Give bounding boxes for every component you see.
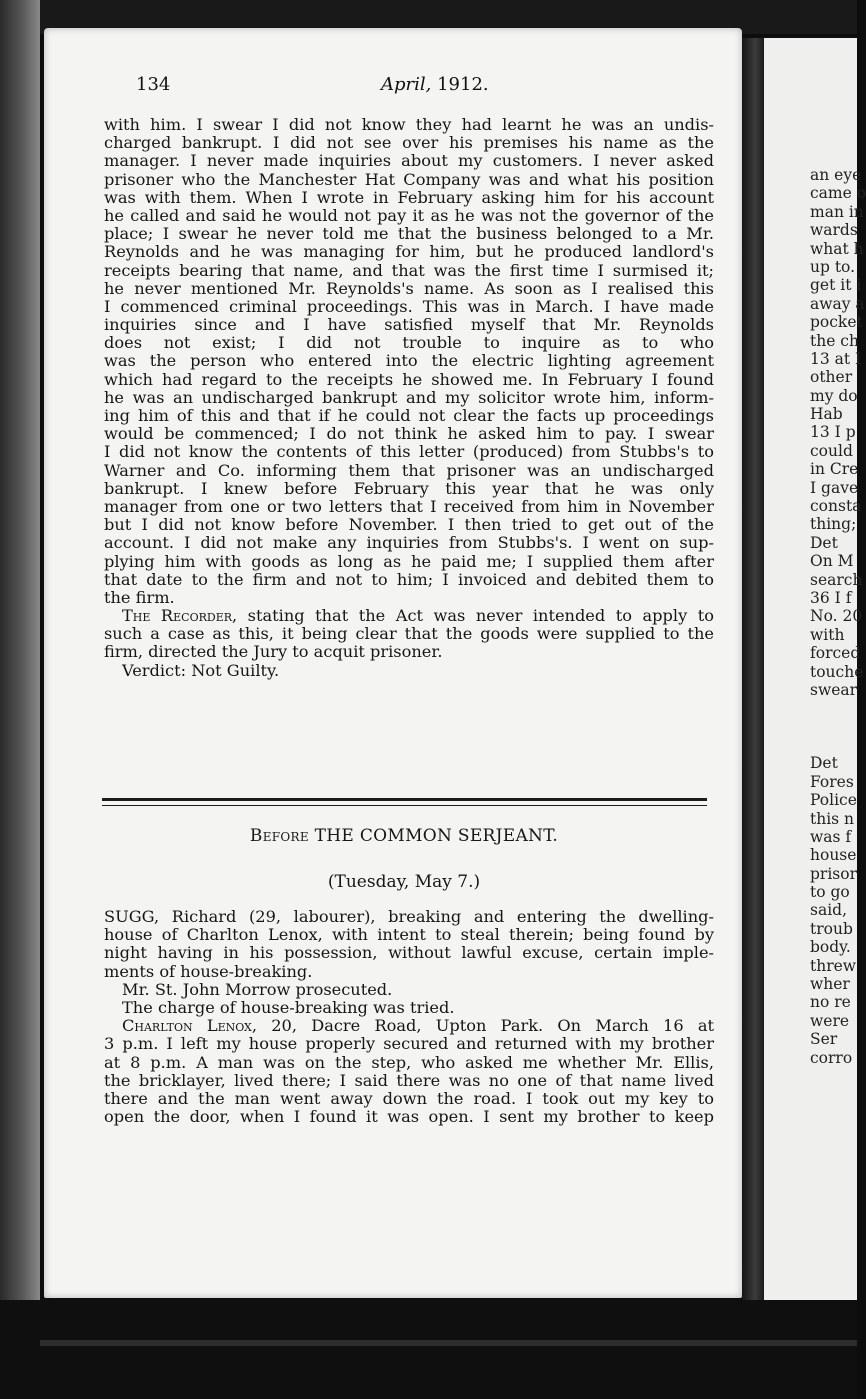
facing-text-fragment: Det [810,533,838,552]
recorder-name: The Recorder [122,606,233,626]
facing-text-fragment: away a [810,294,865,313]
facing-text-fragment: Police [810,791,857,810]
testimony-line: that date to the firm and not to him; I invoiced and debited them to [104,569,714,589]
testimony-lines [104,116,714,607]
prosecuted-line: Mr. St. John Morrow prosecuted. [122,979,393,999]
running-head-year: 1912. [437,74,489,95]
witness-line: 3 p.m. I left my house properly secured and returned with my brother [104,1034,714,1054]
running-head-month: April, [381,74,432,95]
recorder-line-1 [104,607,714,625]
facing-text-fragment: no re [810,993,851,1012]
facing-text-fragment: search [810,570,863,589]
testimony-line: I commenced criminal proceedings. This was in March. I have made [104,296,714,316]
witness-text-1: , 20, Dacre Road, Upton Park. On March 16 at [251,1016,714,1036]
session-date: (Tuesday, May 7.) [327,872,481,892]
facing-text-fragment: in Cre [810,460,859,479]
facing-text-fragment: thing; [810,515,857,534]
testimony-line: I did not know the contents of this letter (produced) from Stubbs's to [104,442,714,462]
facing-text-fragment: was f [810,827,852,846]
testimony-line: place; I swear he never told me that the business belonged to a Mr. [104,224,714,244]
testimony-line: was with them. When I wrote in February asking him for his account [104,187,714,207]
testimony-line: manager from one or two letters that I received from him in November [104,496,714,516]
section-divider [102,798,707,806]
facing-text-fragment: threw [810,956,857,975]
testimony-line: bankrupt. I knew before February this year that he was only [104,478,714,498]
facing-text-fragment: pocket [810,313,863,332]
witness-name: Charlton Lenox [122,1016,252,1036]
facing-text-fragment: an eye [810,166,862,184]
case-line: SUGG, Richard (29, labourer), breaking and entering the dwelling- [104,907,714,926]
facing-text-fragment: prisor [810,864,857,883]
testimony-line: the firm. [104,587,175,607]
testimony-line: he called and said he would not pay it as he was not the governor of the [104,205,714,225]
facing-text-fragment: other [810,368,853,387]
facing-text-fragment: up to. [810,257,856,276]
facing-text-fragment: forced [810,644,861,663]
facing-text-fragment: get it i [810,276,862,295]
testimony-line: account. I did not make any inquiries from Stubbs's. I went on sup- [104,533,714,553]
facing-text-fragment: corro [810,1048,853,1067]
facing-gap [810,699,866,754]
recorder-line-2: such a case as this, it being clear that the goods were supplied to the [104,624,714,644]
facing-text-fragment: On M [810,552,854,571]
book-edge [40,1340,857,1346]
facing-page [764,38,866,1300]
charge-line: The charge of house-breaking was tried. [122,997,455,1017]
testimony-line: plying him with goods as long as he paid me; I supplied them after [104,551,714,571]
facing-text-fragment: came o [810,184,866,203]
facing-text-fragment: troub [810,919,853,938]
testimony-line: he never mentioned Mr. Reynolds's name. As soon as I realised this [104,278,714,298]
facing-text-fragment: to go [810,883,850,902]
testimony-line: was the person who entered into the electric lighting agreement [104,351,714,371]
testimony-text [104,116,714,680]
facing-text-fragment: Fores [810,772,854,791]
testimony-line: receipts bearing that name, and that was the first time I surmised it; [104,260,714,280]
testimony-line: with him. I swear I did not know they had learnt he was an undis- [104,115,714,134]
testimony-line: which had regard to the receipts he showed me. In February I found [104,369,714,389]
testimony-line: inquiries since and I have satisfied myself that Mr. Reynolds [104,315,714,335]
witness-line-1 [104,1017,714,1035]
section-court: THE COMMON SERJEANT. [314,826,559,846]
facing-text-fragment: 13 at I [810,349,862,368]
book-gutter [742,38,764,1300]
testimony-line: prisoner who the Manchester Hat Company was and what his position [104,169,714,189]
running-head [381,74,489,95]
witness-lines [104,1035,714,1126]
facing-text-fragment: consta [810,497,862,516]
facing-text-fragment: 13 I p [810,423,856,442]
recorder-line-3: firm, directed the Jury to acquit prisoner. [104,642,443,662]
facing-text-fragment: were [810,1011,850,1030]
facing-text-fragment: 36 I f [810,588,852,607]
facing-text-fragment: Det [810,754,838,773]
testimony-line: charged bankrupt. I did not see over his premises his name as the [104,133,714,153]
facing-text-fragment: swear [810,680,858,699]
facing-text-fragment: body. [810,938,851,957]
facing-text-fragment: this n [810,809,855,828]
facing-text-fragment: could [810,441,853,460]
facing-text-fragment: wards [810,221,858,240]
facing-text-fragment: house [810,846,857,865]
facing-text-fragment: the ch [810,331,859,350]
testimony-line: Reynolds and he was managing for him, but he produced landlord's [104,242,714,262]
testimony-line: but I did not know before November. I then tried to get out of the [104,515,714,535]
page-header [136,74,716,102]
facing-page-text [810,166,866,1067]
testimony-line: Warner and Co. informing them that prisoner was an undischarged [104,460,714,480]
facing-text-fragment: wher [810,975,850,994]
case-line: house of Charlton Lenox, with intent to steal therein; being found by [104,925,714,945]
facing-text-fragment: I gave [810,478,859,497]
facing-text-fragment: said, [810,901,848,920]
scan-border-bottom [0,1300,857,1399]
facing-text-fragment: touche [810,662,864,681]
witness-line: the bricklayer, lived there; I said there was no one of that name lived [104,1070,714,1090]
section-before: Before [249,826,309,846]
facing-text-fragment: Ser [810,1030,838,1049]
testimony-line: does not exist; I did not trouble to inquire as to who [104,333,714,353]
testimony-line: would be commenced; I do not think he asked him to pay. I swear [104,424,714,444]
facing-text-fragment: what h [810,239,864,258]
facing-text-fragment: my do [810,386,858,405]
verdict: Verdict: Not Guilty. [122,660,280,680]
case-line: ments of house-breaking. [104,961,313,981]
testimony-line: manager. I never made inquiries about my customers. I never asked [104,151,714,171]
facing-text-fragment: Hab [810,405,843,424]
recorder-text-1: , stating that the Act was never intended to apply to [232,606,714,626]
facing-text-fragment: No. 20 [810,607,863,626]
facing-text-fragment: man in [810,202,864,221]
case-lines [104,908,714,981]
testimony-line: ing him of this and that if he could not clear the facts up proceedings [104,406,714,425]
section-title [104,826,704,846]
witness-line: at 8 p.m. A man was on the step, who asked me whether Mr. Ellis, [104,1052,714,1072]
facing-text-fragment: with [810,625,845,644]
testimony-line: he was an undischarged bankrupt and my solicitor wrote him, inform- [104,387,714,407]
scan-border-left [0,0,40,1399]
case-text [104,908,714,1126]
case-line: night having in his possession, without lawful excuse, certain imple- [104,943,714,963]
witness-line: open the door, when I found it was open. I sent my brother to keep [104,1107,714,1127]
witness-line: there and the man went away down the road. I took out my key to [104,1088,714,1108]
page-number: 134 [136,74,171,95]
